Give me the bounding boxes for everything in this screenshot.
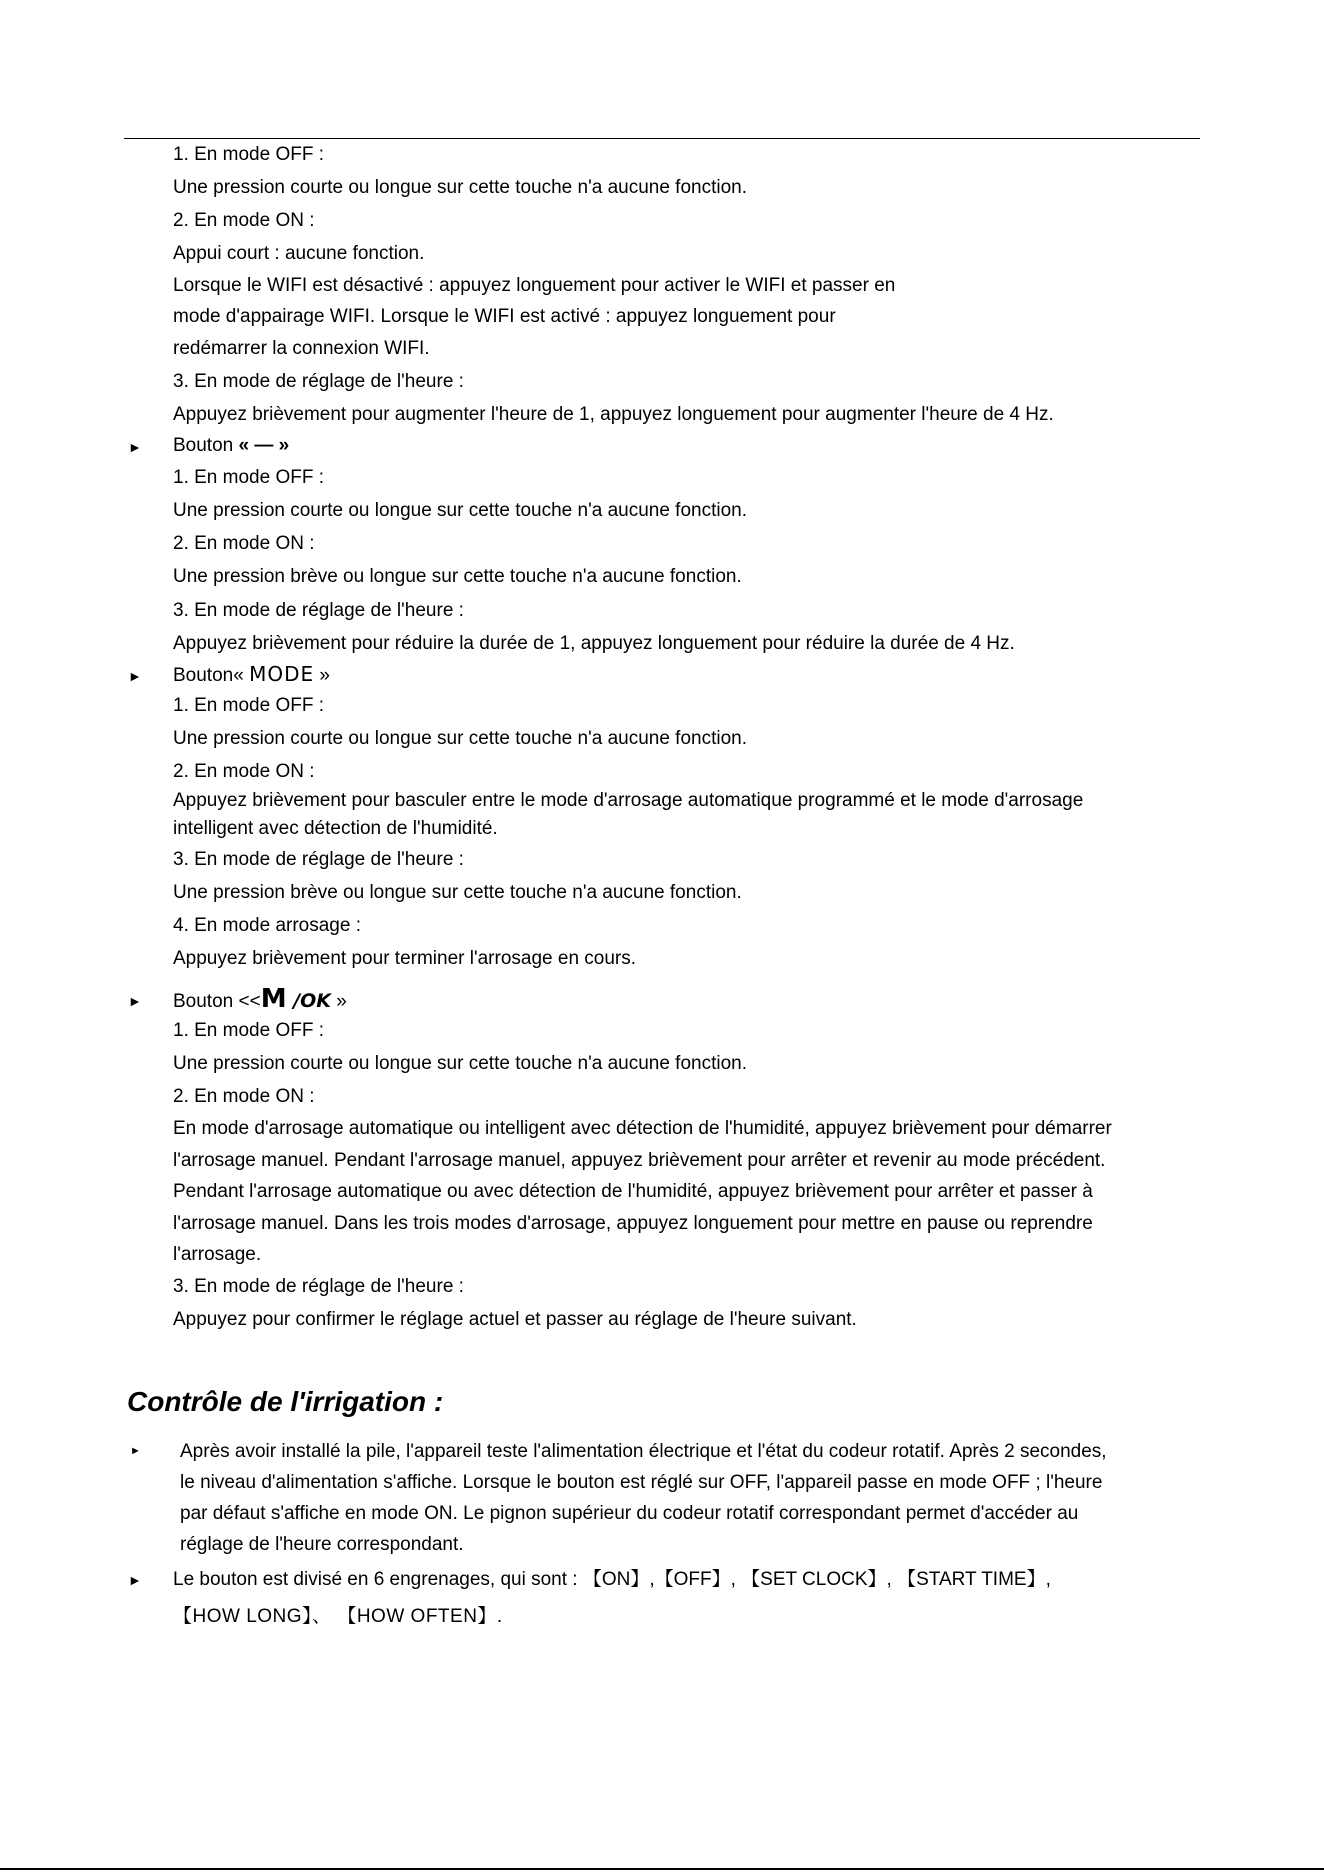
paragraph-line: l'arrosage manuel. Dans les trois modes d'arrosage, appuyez longuement pour mettre en pause ou reprendre bbox=[173, 1213, 1093, 1234]
bullet-icon: ► bbox=[128, 668, 142, 684]
paragraph-line: Appuyez brièvement pour réduire la durée de 1, appuyez longuement pour réduire la durée de 4 Hz. bbox=[173, 633, 1015, 654]
section-title: Contrôle de l'irrigation : bbox=[127, 1386, 444, 1417]
button-minus-heading bbox=[173, 434, 289, 458]
paragraph-line: mode d'appairage WIFI. Lorsque le WIFI est activé : appuyez longuement pour bbox=[173, 306, 836, 327]
paragraph-line: En mode d'arrosage automatique ou intelligent avec détection de l'humidité, appuyez brièvement pour démarrer bbox=[173, 1118, 1112, 1139]
item-1-heading: 1. En mode OFF : bbox=[173, 1020, 324, 1041]
paragraph-line: intelligent avec détection de l'humidité. bbox=[173, 818, 498, 839]
paragraph-line: Lorsque le WIFI est désactivé : appuyez longuement pour activer le WIFI et passer en bbox=[173, 275, 896, 296]
paragraph-line: Une pression courte ou longue sur cette touche n'a aucune fonction. bbox=[173, 1053, 748, 1074]
paragraph-line: redémarrer la connexion WIFI. bbox=[173, 338, 430, 359]
item-3-heading: 3. En mode de réglage de l'heure : bbox=[173, 1276, 464, 1297]
header-rule bbox=[124, 138, 1200, 139]
button-label-suffix: » bbox=[314, 665, 330, 686]
bullet-icon: ► bbox=[128, 993, 142, 1009]
minus-button-symbol: « — » bbox=[238, 435, 290, 456]
item-2-heading: 2. En mode ON : bbox=[173, 210, 315, 231]
paragraph-line: l'arrosage manuel. Pendant l'arrosage manuel, appuyez brièvement pour arrêter et revenir au mode précédent. bbox=[173, 1150, 1106, 1171]
paragraph-line: Une pression brève ou longue sur cette touche n'a aucune fonction. bbox=[173, 566, 742, 587]
bullet-icon: ► bbox=[128, 1572, 142, 1588]
paragraph-line: 【HOW LONG】、 【HOW OFTEN】. bbox=[173, 1606, 503, 1627]
m-symbol: M bbox=[260, 984, 287, 1014]
paragraph-line: réglage de l'heure correspondant. bbox=[180, 1534, 464, 1555]
paragraph-line: par défaut s'affiche en mode ON. Le pignon supérieur du codeur rotatif correspondant permet d'accéder au bbox=[180, 1503, 1079, 1524]
bullet-icon: ► bbox=[128, 439, 142, 455]
button-label: Bouton bbox=[173, 435, 239, 456]
item-1-heading: 1. En mode OFF : bbox=[173, 144, 324, 165]
ok-symbol: /OK bbox=[286, 990, 332, 1012]
paragraph-line: Appuyez brièvement pour terminer l'arrosage en cours. bbox=[173, 948, 637, 969]
paragraph-line: Une pression brève ou longue sur cette touche n'a aucune fonction. bbox=[173, 882, 742, 903]
button-label-suffix: » bbox=[331, 991, 347, 1012]
paragraph-line: Appuyez brièvement pour basculer entre le mode d'arrosage automatique programmé et le mode d'arrosage bbox=[173, 790, 1084, 811]
item-1-heading: 1. En mode OFF : bbox=[173, 467, 324, 488]
footer-rule bbox=[0, 1868, 1324, 1870]
item-2-heading: 2. En mode ON : bbox=[173, 1086, 315, 1107]
item-2-heading: 2. En mode ON : bbox=[173, 761, 315, 782]
button-ok-heading bbox=[173, 982, 347, 1019]
paragraph-line: Appui court : aucune fonction. bbox=[173, 243, 425, 264]
bullet-icon: ► bbox=[130, 1445, 141, 1457]
item-3-heading: 3. En mode de réglage de l'heure : bbox=[173, 600, 464, 621]
paragraph-line: Une pression courte ou longue sur cette touche n'a aucune fonction. bbox=[173, 728, 748, 749]
paragraph-line: Appuyez brièvement pour augmenter l'heure de 1, appuyez longuement pour augmenter l'heure de 4 Hz. bbox=[173, 404, 1054, 425]
paragraph-line: le niveau d'alimentation s'affiche. Lorsque le bouton est réglé sur OFF, l'appareil passe en mode OFF ; l'heure bbox=[180, 1472, 1103, 1493]
mode-word: MODE bbox=[249, 662, 315, 686]
button-mode-heading bbox=[173, 662, 330, 688]
paragraph-line: l'arrosage. bbox=[173, 1244, 262, 1265]
button-label: Bouton << bbox=[173, 991, 261, 1012]
paragraph-line: Appuyez pour confirmer le réglage actuel et passer au réglage de l'heure suivant. bbox=[173, 1309, 857, 1330]
item-3-heading: 3. En mode de réglage de l'heure : bbox=[173, 849, 464, 870]
paragraph-line: Le bouton est divisé en 6 engrenages, qui sont : 【ON】,【OFF】, 【SET CLOCK】, 【START TIME】, bbox=[173, 1569, 1051, 1590]
item-2-heading: 2. En mode ON : bbox=[173, 533, 315, 554]
paragraph-line: Une pression courte ou longue sur cette touche n'a aucune fonction. bbox=[173, 500, 748, 521]
paragraph-line: Après avoir installé la pile, l'appareil teste l'alimentation électrique et l'état du codeur rotatif. Après 2 secondes, bbox=[180, 1441, 1107, 1462]
item-1-heading: 1. En mode OFF : bbox=[173, 695, 324, 716]
button-label: Bouton« bbox=[173, 665, 250, 686]
paragraph-line: Pendant l'arrosage automatique ou avec détection de l'humidité, appuyez brièvement pour arrêter et passer à bbox=[173, 1181, 1093, 1202]
item-3-heading: 3. En mode de réglage de l'heure : bbox=[173, 371, 464, 392]
item-4-heading: 4. En mode arrosage : bbox=[173, 915, 361, 936]
paragraph-line: Une pression courte ou longue sur cette touche n'a aucune fonction. bbox=[173, 177, 748, 198]
